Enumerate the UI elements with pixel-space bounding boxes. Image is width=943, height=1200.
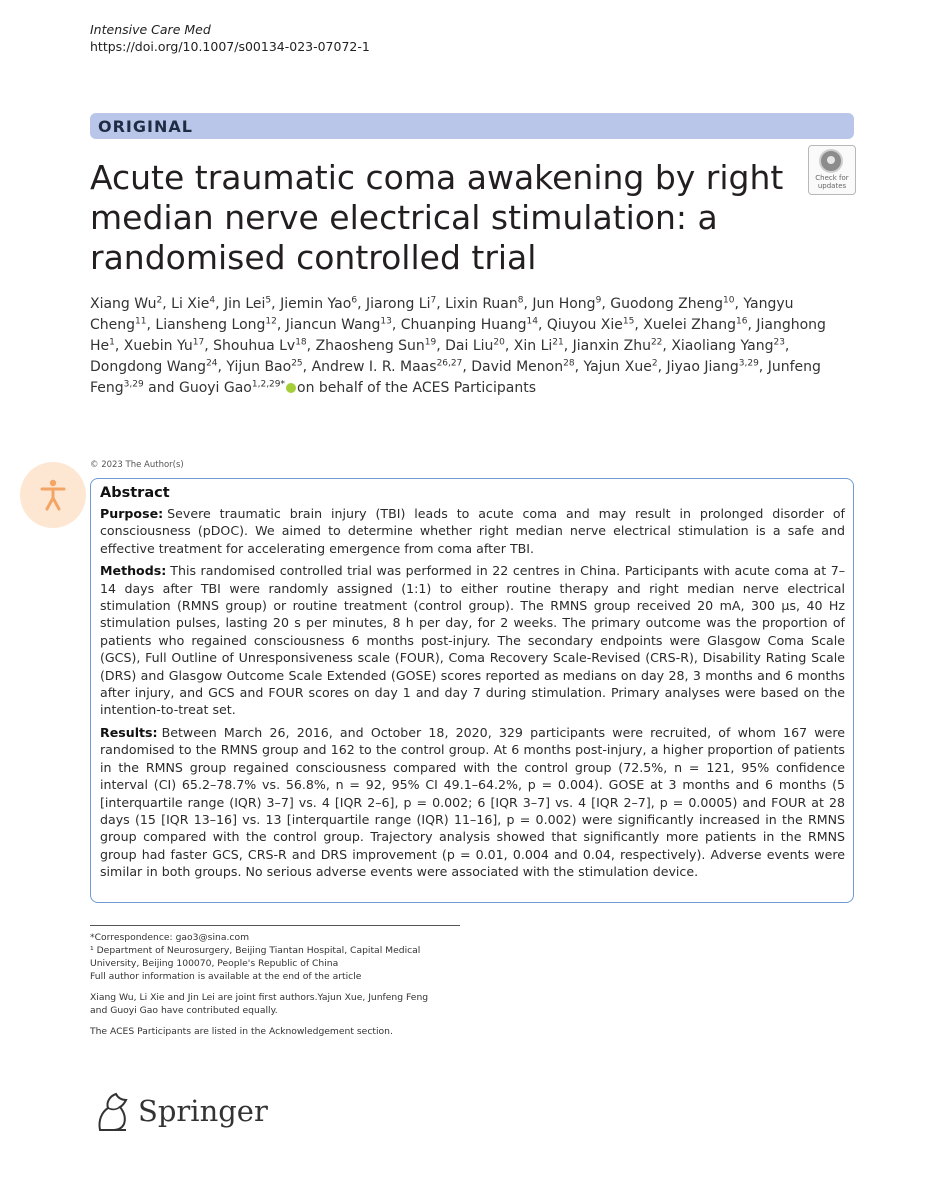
affiliation-note-line-2: University, Beijing 100070, People's Republic of China (90, 958, 339, 969)
joint-authors-note-line-1: Xiang Wu, Li Xie and Jin Lei are joint first authors.Yajun Xue, Junfeng Feng (90, 992, 429, 1003)
author-affiliation: 3,29 (123, 379, 144, 390)
author-list: Xiang Wu$^2$, Li Xie$^4$, Jin Lei$^5$, Jiemin Yao$^6$, Jiarong Li$^7$, Lixin Ruan$^8$, Jun Hong$^9$, Guodong Zheng$^{10}$, Yangyu Cheng$^{11}$, Liansheng Long$^{12}$, Jiancun Wang$^{13}$, Chuanping Huang$^{14}$, Qiuyou Xie$^{15}$, Xuelei Zhang$^{16}$, Jianghong He$^1$, Xuebin Yu$^{17}$, Shouhua Lv$^{18}$, Zhaosheng Sun$^{19}$, Dai Liu$^{20}$, Xin Li$^{21}$, Jianxin Zhu$^{22}$, Xiaoliang Yang$^{23}$, Dongdong Wang$^{24}$, Yijun Bao$^{25}$, Andrew I. R. Maas$^{26,27}$, David Menon$^{28}$, Yajun Xue$^2$, Jiyao Jiang$^{3,29}$, Junfeng Feng$^{3,29}$ and Guoyi Gao$^{1,2,29*}$ on behalf of the ACES Participants (90, 295, 826, 396)
author-name[interactable]: Jiemin Yao$^6$ (280, 295, 358, 312)
author-name[interactable]: Lixin Ruan$^8$ (445, 295, 524, 312)
abstract-results-text: Between March 26, 2016, and October 18, 2020, 329 participants were recruited, of whom 167 were randomised to the RMNS group and 162 to the control group. At 6 months post-injury, a higher proportion of patients in the RMNS group regained consciousness compared with the control group (72.5%, n = 121, 95% confidence interval (CI) 65.2–78.7% vs. 56.8%, n = 92, 95% CI 49.1–64.2%, p = 0.004). GOSE at 3 months and 6 months (5 [interquartile range (IQR) 3–7] vs. 4 [IQR 2–6], p = 0.002; 6 [IQR 3–7] vs. 4 [IQR 2–7], p = 0.0005) and FOUR at 28 days (15 [IQR 13–16] vs. 13 [interquartile range (IQR) 11–16], p = 0.002) were significantly increased in the RMNS group compared with the control group. Trajectory analysis showed that significantly more patients in the RMNS group had faster GCS, CRS-R and DRS improvement (p = 0.01, 0.004 and 0.04, respectively). Adverse events were similar in both groups. No serious adverse events were associated with the stimulation device. (100, 724, 845, 880)
author-affiliation: 18 (295, 337, 307, 348)
author-affiliation: 8 (517, 295, 524, 306)
authors-suffix: on behalf of the ACES Participants (297, 380, 537, 396)
footnotes (90, 931, 470, 1038)
author-name[interactable]: Dai Liu$^{20}$ (445, 337, 505, 354)
author-affiliation: 23 (773, 337, 785, 348)
author-name[interactable]: Xiaoliang Yang$^{23}$ (671, 337, 785, 354)
journal-name: Intensive Care Med (90, 22, 211, 37)
abstract-methods-label: Methods: (100, 563, 167, 579)
author-name[interactable]: Jianghong He$^1$ (90, 317, 826, 354)
author-name[interactable]: Yajun Xue$^2$ (583, 358, 658, 375)
abstract-results-label: Results: (100, 724, 158, 740)
author-name[interactable]: Jin Lei$^5$ (224, 295, 272, 312)
author-name[interactable]: David Menon$^{28}$ (471, 358, 575, 375)
accessibility-icon (39, 479, 67, 511)
article-type-label: ORIGINAL (98, 117, 193, 136)
author-name[interactable]: Qiuyou Xie$^{15}$ (546, 316, 635, 333)
author-affiliation: 26,27 (436, 358, 463, 369)
author-name[interactable]: Yijun Bao$^{25}$ (226, 358, 303, 375)
springer-horse-icon (92, 1090, 134, 1134)
author-name[interactable]: Jiarong Li$^7$ (365, 295, 437, 312)
author-affiliation: 4 (209, 295, 216, 306)
author-affiliation: 13 (380, 316, 392, 327)
author-affiliation: 22 (650, 337, 663, 348)
author-affiliation: 9 (595, 295, 602, 306)
badge-line-1: Check for (815, 174, 849, 182)
author-affiliation: 19 (424, 337, 437, 348)
check-for-updates-badge[interactable] (808, 145, 856, 195)
doi-link[interactable]: https://doi.org/10.1007/s00134-023-07072-1 (90, 39, 370, 54)
article-title: Acute traumatic coma awakening by right median nerve electrical stimulation: a randomised controlled trial (90, 158, 784, 277)
abstract-methods (100, 562, 845, 719)
author-affiliation: 17 (192, 337, 205, 348)
crossmark-icon (819, 149, 843, 173)
author-affiliation: 14 (526, 316, 538, 327)
copyright-notice: © 2023 The Author(s) (90, 460, 184, 470)
article-type-bar (90, 113, 854, 139)
author-affiliation: 2 (156, 295, 163, 306)
author-name[interactable]: Junfeng Feng$^{3,29}$ (90, 359, 821, 396)
author-affiliation: 12 (265, 316, 277, 327)
author-affiliation: 10 (723, 295, 735, 306)
author-name[interactable]: Dongdong Wang$^{24}$ (90, 358, 218, 375)
full-author-info-note: Full author information is available at the end of the article (90, 971, 362, 982)
author-affiliation: 3,29 (738, 358, 759, 369)
abstract-box (90, 478, 854, 903)
author-affiliation: 16 (736, 316, 748, 327)
author-affiliation: 25 (291, 358, 303, 369)
abstract-heading: Abstract (100, 485, 170, 501)
springer-wordmark: Springer (138, 1094, 268, 1128)
author-name[interactable]: Shouhua Lv$^{18}$ (213, 337, 307, 354)
accessibility-button[interactable] (20, 462, 86, 528)
author-affiliation: 1 (109, 337, 115, 348)
author-connector: and (143, 380, 179, 396)
author-affiliation: 7 (430, 295, 437, 306)
author-name[interactable]: Yangyu Cheng$^{11}$ (90, 296, 794, 333)
author-affiliation: 6 (351, 295, 358, 306)
author-affiliation: 1,2,29* (251, 379, 286, 390)
badge-line-2: updates (817, 182, 847, 190)
author-name[interactable]: Xiang Wu$^2$ (90, 295, 163, 312)
author-name[interactable]: Jianxin Zhu$^{22}$ (572, 337, 663, 354)
abstract-results (100, 724, 845, 881)
author-affiliation: 21 (552, 337, 564, 348)
abstract-purpose (100, 505, 845, 557)
author-name[interactable]: Jun Hong$^9$ (532, 295, 602, 312)
abstract-purpose-text: Severe traumatic brain injury (TBI) leads to acute coma and may result in prolonged disorder of consciousness (pDOC). We aimed to determine whether right median nerve electrical stimulation is a safe and effective treatment for accelerating emergence from coma after TBI. (100, 506, 845, 556)
author-name[interactable]: Liansheng Long$^{12}$ (155, 316, 277, 333)
abstract-methods-text: This randomised controlled trial was performed in 22 centres in China. Participants with acute coma at 7–14 days after TBI were randomly assigned (1:1) to either routine therapy and right median nerve electrical stimulation (RMNS group) or routine treatment (control group). The RMNS group received 20 mA, 300 μs, 40 Hz stimulation pulses, lasting 20 s per minutes, 8 h per day, for 2 weeks. The primary outcome was the proportion of patients who regained consciousness 6 months post-injury. The secondary endpoints were Glasgow Coma Scale (GCS), Full Outline of Unresponsiveness scale (FOUR), Coma Recovery Scale-Revised (CRS-R), Disability Rating Scale (DRS) and Glasgow Outcome Scale Extended (GOSE) scores reported as medians on day 28, 3 months and 6 months after injury, and GCS and FOUR scores on day 1 and day 7 during stimulation. Primary analyses were based on the intention-to-treat set. (100, 563, 845, 718)
author-affiliation: 28 (563, 358, 575, 369)
affiliation-note-line-1: ¹ Department of Neurosurgery, Beijing Tiantan Hospital, Capital Medical (90, 945, 421, 956)
author-name[interactable]: Guodong Zheng$^{10}$ (610, 295, 735, 312)
joint-authors-note-line-2: and Guoyi Gao have contributed equally. (90, 1005, 278, 1016)
abstract-purpose-label: Purpose: (100, 506, 164, 521)
author-affiliation: 24 (206, 358, 218, 369)
author-affiliation: 2 (651, 358, 658, 369)
author-name[interactable]: Xuelei Zhang$^{16}$ (643, 316, 748, 333)
author-name[interactable]: Li Xie$^4$ (171, 295, 216, 312)
author-name[interactable]: Andrew I. R. Maas$^{26,27}$ (311, 358, 463, 375)
author-affiliation: 20 (493, 337, 505, 348)
author-name[interactable]: Zhaosheng Sun$^{19}$ (315, 337, 437, 354)
author-name[interactable]: Jiancun Wang$^{13}$ (285, 316, 392, 333)
author-name[interactable]: Xin Li$^{21}$ (513, 337, 564, 354)
author-name[interactable]: Chuanping Huang$^{14}$ (400, 316, 538, 333)
author-name[interactable]: Xuebin Yu$^{17}$ (123, 337, 205, 354)
author-affiliation: 5 (265, 295, 272, 306)
correspondence-note: *Correspondence: gao3@sina.com (90, 932, 250, 943)
author-name[interactable]: Guoyi Gao$^{1,2,29*}$ (178, 379, 286, 396)
orcid-icon[interactable] (286, 383, 296, 393)
author-affiliation: 15 (622, 316, 635, 327)
aces-participants-note: The ACES Participants are listed in the Acknowledgement section. (90, 1026, 393, 1037)
author-affiliation: 11 (135, 316, 147, 327)
footnote-divider (90, 925, 460, 926)
author-name[interactable]: Jiyao Jiang$^{3,29}$ (666, 358, 759, 375)
